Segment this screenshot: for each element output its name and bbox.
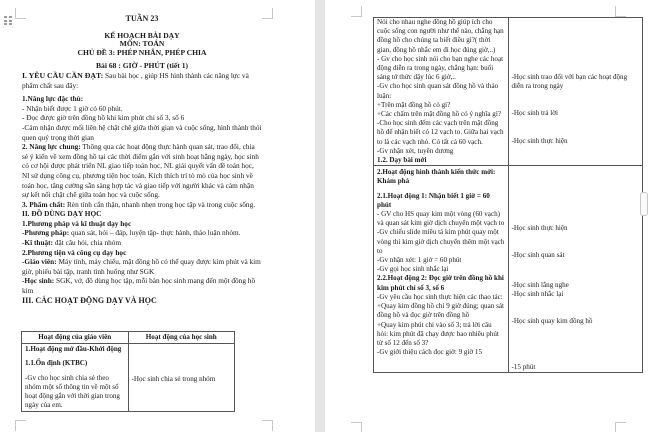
table-row [22,344,235,412]
sub3-text: Rèn tính cẩn thận, nhanh nhẹn trong học tập và trong cuộc sống. [65,199,256,209]
student-text: SGK, vở, đồ dùng học tập, mỗi bàn học sinh mang đến một đồng hồ kim [22,276,256,296]
student-tools [22,276,262,295]
table-header-row [22,332,235,344]
subject-title: MÔN: TOÁN [119,39,165,49]
sub1-item: -Cảm nhận được mối liên hệ chặt chẽ giữa thời gian và cuộc sống, hình thành thói quen quý trọng thời gian [22,122,262,142]
student-label: -Học sinh: [22,276,55,286]
activity-text: - GV cho HS quay kim một vòng (60 vạch) và quan sát kim giờ dịch chuyển một vạch to [377,210,505,228]
activity-text: - Gv cho học sinh nói cho bạn nghe các hoạt động diễn ra trong ngày, chẳng hạn: buổi sáng tớ thức dậy lúc 6 giờ,.. [377,54,504,82]
sub2 [22,142,262,200]
student-activity: -Học sinh nhắc lại [511,289,564,298]
sub3-heading: 3. Phẩm chất: [22,199,66,209]
activities-table-continued [373,17,643,373]
method [22,228,262,238]
section1-text: Sau bài học , giúp HS hình thành các năng lực và phẩm chất sau đây: [22,70,249,90]
student-activity: -Học sinh trao đổi với bạn các hoạt động diễn ra trong ngày [511,73,628,91]
technique [22,238,262,248]
activity-text: +Quay kim đồng hồ chỉ 9 giờ đúng; quan sát đồng hồ và đọc giờ trên đồng hồ [377,302,504,320]
section3-heading [22,296,262,306]
student-activity: -Học sinh quay kim đồng hồ [511,317,593,326]
activity-subheading: 2.1.Hoạt động 1: Nhận biết 1 giờ = 60 phút [377,191,490,209]
section3-heading-text: III. CÁC HOẠT ĐỘNG DẠY VÀ HỌC [22,295,157,305]
activity-text: -Gv giới thiệu cách đọc giờ: 9 giờ 15 [377,348,483,357]
document-page-left [0,0,315,432]
crop-mark [262,420,273,431]
teacher-cell [374,166,509,373]
sub2-heading: 2. Năng lực chung: [22,142,81,152]
sub1-heading-text: 1.Năng lực đặc thù: [22,94,84,104]
topic-title: CHỦ ĐỀ 3: PHÉP NHÂN, PHÉP CHIA [77,47,207,57]
lesson-title: Bài 68 : GIỜ - PHÚT (tiết 1) [95,61,189,71]
table-row [374,18,643,166]
sub1-item: - Đọc được giờ trên đồng hồ khi kim phút chỉ số 3, số 6 [22,113,185,123]
sub3 [22,200,262,210]
section2-heading-text: II. ĐỒ DÙNG DẠY HỌC [22,209,102,219]
activity-text: -Gv gọi học sinh nhắc lại [377,265,449,274]
sub1-item: - Nhận biết được 1 giờ có 60 phút. [22,103,123,113]
s2-sub1-heading [22,219,262,229]
activity-heading: 2.Hoạt động hình thành kiến thức mới: Khám phá [377,168,496,186]
technique-label: -Kĩ thuật: [22,238,54,248]
week-title: TUẦN 23 [125,14,159,23]
activity-text: -Gv cho học sinh chia sẻ theo nhóm một số thông tin về một số hoạt động gắn với thời gian trong ngày của em. [25,373,120,410]
section2-heading [22,209,262,219]
teacher-label: -Giáo viên: [22,257,57,267]
plan-title: KẾ HOẠCH BÀI DẠY [104,30,180,40]
crop-mark [351,6,362,17]
student-activity: -Học sinh quan sát [511,251,565,260]
crop-mark [262,8,273,19]
method-text: quan sát, hỏi – đáp, luyện tập- thực hành, thảo luận nhóm. [69,228,241,238]
section1 [22,71,262,90]
student-cell [508,18,643,166]
activity-text: -Gv yêu cầu học sinh thực hiện các thao tác: [377,292,503,301]
table-row [374,166,643,373]
page-content [22,0,262,305]
student-activity: -Học sinh thực hiện [511,136,568,145]
method-label: -Phương pháp: [22,228,70,238]
crop-mark [15,420,26,431]
s2-sub2-heading [22,248,262,258]
student-cell [128,344,235,412]
teacher-cell [22,344,129,412]
crop-mark [351,422,362,432]
activity-text: +Trên mặt đồng hồ có gì? [377,100,451,109]
activity-text: -Cho học sinh đếm các vạch trên mặt đồng hồ để nhận biết có 12 vạch to. Giữa hai vạch to là các vạch nhỏ. Có tất cả 60 vạch. [377,119,504,146]
crop-mark [615,6,626,17]
sub2-text: Thông qua các hoạt động thực hành quan sát, trao đổi, chia sẻ ý kiến về xem đồng hồ tại các thời điểm gắn với sinh hoạt hằng ngày, học sinh có cơ hội được phát triển NL giao tiếp toán học, NL giải quyết vấn đề toán học, Nl sử dụng công cụ, phương tiện học toán. Kích thích trí tò mò của học sinh về toán học, tăng cường sẵn sàng hợp tác và giao tiếp với người khác và cảm nhận sự kết nối chặt chẽ giữa toán học và cuộc sống. [22,142,259,200]
page-gutter [315,0,325,432]
student-activity: -Học sinh chia sẻ trong nhóm [131,375,216,384]
student-activity: -Học sinh thực hiện [511,224,568,233]
activity-text: -Gv cho học sinh quan sát đồng hồ và thảo luận: [377,82,499,100]
activity-text: -Gv chiếu slide miêu tả kim phút quay một vòng thì kim giờ dịch chuyển thêm một vạch to [377,228,505,255]
student-activity: -15 phút [511,363,536,372]
s2-sub1-heading-text: 1.Phương pháp và kĩ thuật dạy học [22,218,132,228]
activity-heading: 1.Hoạt động mở đầu-Khởi động [25,345,122,354]
activities-table [21,331,235,412]
teacher-tools [22,257,262,276]
section1-heading: I. YÊU CẦU CẦN ĐẠT: [22,70,104,80]
activity-text: Nói cho nhau nghe đồng hồ giúp ích cho cuộc sống con người như thế nào, chẳng hạn đồng hồ cho chúng ta biết điều gì?( thời gian, đồng hồ nhắc em đi học đúng giờ,..) [377,18,504,54]
activity-subheading: 2.2.Hoạt động 2: Đọc giờ trên đồng hồ khi kim phút chỉ số 3, số 6 [377,274,504,292]
s2-sub2-heading-text: 2.Phương tiện và công cụ dạy học [22,247,127,257]
student-activity: -Học sinh lắng nghe [511,280,569,289]
header-student: Hoạt động của học sinh [128,332,235,344]
activity-heading: 1.2. Dạy bài mới [377,156,427,165]
activity-subheading: 1.1.Ổn định (KTBC) [25,359,88,368]
header-teacher: Hoạt động của giáo viên [22,332,129,344]
technique-text: đặt câu hỏi, chia nhóm [53,238,122,248]
crop-mark [615,422,626,432]
document-page-right [325,0,650,432]
activity-text: +Các chấm trên mặt đồng hồ có ý nghĩa gì? [377,110,501,119]
teacher-text: Máy tính, máy chiếu, mặt đồng hồ có thể quay được kim phút và kim giờ, phiếu bài tập, tranh tình huống như SGK [22,257,261,276]
sub1-heading [22,94,262,104]
drag-handle-icon[interactable] [4,16,12,26]
activity-text: -Gv nhận xét: 1 giờ = 60 phút [377,256,462,265]
activity-text: +Quay kim phút chỉ vào số 3; trả lời câu hỏi: kim phút đã chạy được bao nhiêu phút từ số 12 đến số 3? [377,320,499,347]
teacher-cell [374,18,509,166]
side-scroll-handle[interactable] [640,192,648,216]
student-cell [508,166,643,373]
activity-text: -Gv nhận xét, tuyên dương [377,146,454,155]
student-activity: -Học sinh trả lời [511,109,559,118]
